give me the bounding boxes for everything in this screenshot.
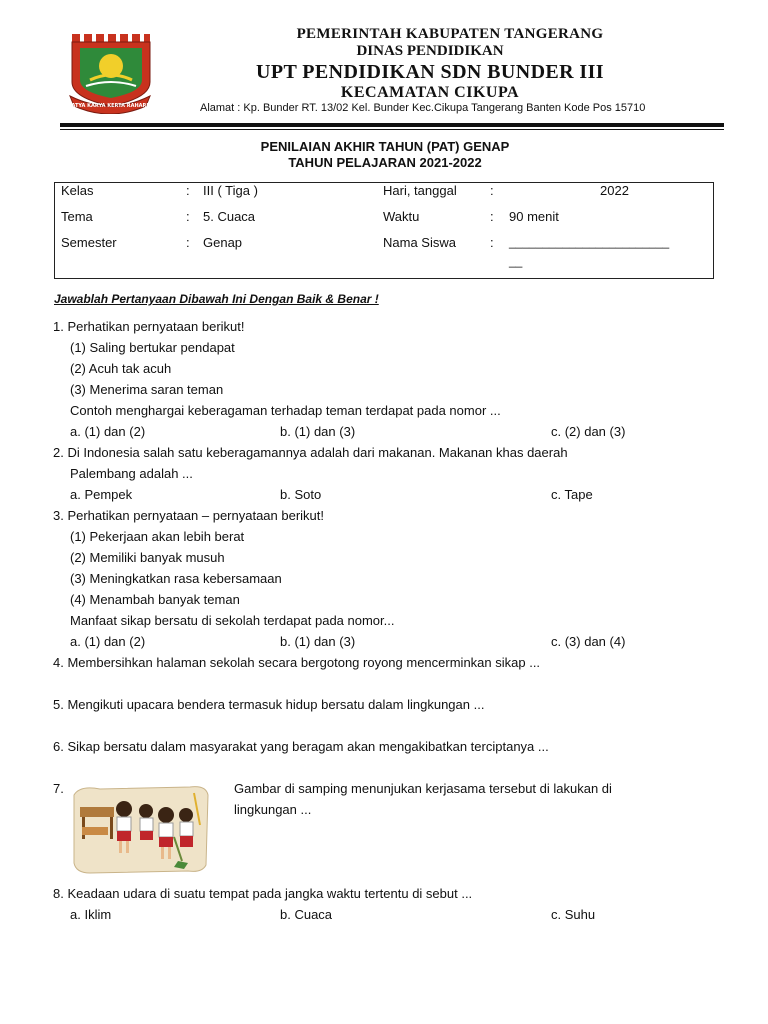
semester-value: Genap xyxy=(203,235,243,250)
q1-statement-1: (1) Saling bertukar pendapat xyxy=(70,340,235,355)
q3-statement-2: (2) Memiliki banyak musuh xyxy=(70,550,225,565)
hari-colon: : xyxy=(490,183,494,198)
q1-prompt: Contoh menghargai keberagaman terhadap teman terdapat pada nomor ... xyxy=(70,403,501,418)
tema-value: 5. Cuaca xyxy=(203,209,256,224)
q3-prompt: Manfaat sikap bersatu di sekolah terdapat pada nomor... xyxy=(70,613,395,628)
q1-text: 1. Perhatikan pernyataan berikut! xyxy=(53,319,245,334)
q7-number: 7. xyxy=(53,781,64,796)
q2-option-a: a. Pempek xyxy=(70,487,133,502)
nama-blank-cont: __ xyxy=(509,254,523,268)
classroom-cleaning-illustration xyxy=(70,781,212,877)
header-school-name: UPT PENDIDIKAN SDN BUNDER III xyxy=(256,61,604,83)
waktu-value: 90 menit xyxy=(509,209,559,224)
q8-option-c: c. Suhu xyxy=(551,907,596,922)
tema-colon: : xyxy=(186,209,190,224)
hari-label: Hari, tanggal xyxy=(383,183,457,198)
nama-label: Nama Siswa xyxy=(383,235,456,250)
hari-value: 2022 xyxy=(600,183,629,198)
nama-blank: ________________________ xyxy=(509,235,670,249)
nama-colon: : xyxy=(490,235,494,250)
q3-option-c: c. (3) dan (4) xyxy=(551,634,626,649)
header-government: PEMERINTAH KABUPATEN TANGERANG xyxy=(296,26,604,42)
waktu-label: Waktu xyxy=(383,209,420,224)
q3-statement-1: (1) Pekerjaan akan lebih berat xyxy=(70,529,245,544)
exam-title xyxy=(150,139,620,171)
q8-text: 8. Keadaan udara di suatu tempat pada jangka waktu tertentu di sebut ... xyxy=(53,886,473,901)
q3-text: 3. Perhatikan pernyataan – pernyataan berikut! xyxy=(53,508,325,523)
q8-option-b: b. Cuaca xyxy=(280,907,333,922)
school-address: Alamat : Kp. Bunder RT. 13/02 Kel. Bunder Kec.Cikupa Tangerang Banten Kode Pos 15710 xyxy=(200,102,646,114)
q3-statement-3: (3) Meningkatkan rasa kebersamaan xyxy=(70,571,282,586)
q7-text-cont: lingkungan ... xyxy=(234,802,312,817)
q3-statement-4: (4) Menambah banyak teman xyxy=(70,592,240,607)
q6-text: 6. Sikap bersatu dalam masyarakat yang beragam akan mengakibatkan terciptanya ... xyxy=(53,739,549,754)
q1-statement-3: (3) Menerima saran teman xyxy=(70,382,224,397)
kelas-colon: : xyxy=(186,183,190,198)
q1-option-b: b. (1) dan (3) xyxy=(280,424,356,439)
q3-option-a: a. (1) dan (2) xyxy=(70,634,146,649)
header-department: DINAS PENDIDIKAN xyxy=(356,43,504,59)
exam-title-line2: TAHUN PELAJARAN 2021-2022 xyxy=(288,155,482,170)
q1-option-a: a. (1) dan (2) xyxy=(70,424,146,439)
q1-statement-2: (2) Acuh tak acuh xyxy=(70,361,172,376)
q2-option-b: b. Soto xyxy=(280,487,322,502)
q3-option-b: b. (1) dan (3) xyxy=(280,634,356,649)
q1-option-c: c. (2) dan (3) xyxy=(551,424,626,439)
q5-text: 5. Mengikuti upacara bendera termasuk hidup bersatu dalam lingkungan ... xyxy=(53,697,485,712)
q2-option-c: c. Tape xyxy=(551,487,593,502)
q2-text: 2. Di Indonesia salah satu keberagamannya adalah dari makanan. Makanan khas daerah xyxy=(53,445,568,460)
semester-label: Semester xyxy=(61,235,117,250)
header-district: KECAMATAN CIKUPA xyxy=(340,84,520,101)
header-divider-thin xyxy=(60,129,724,130)
svg-text:SATYA KARYA KERTA RAHARJA: SATYA KARYA KERTA RAHARJA xyxy=(67,103,153,109)
q7-text: Gambar di samping menunjukan kerjasama tersebut di lakukan di xyxy=(234,781,612,796)
q4-text: 4. Membersihkan halaman sekolah secara bergotong royong mencerminkan sikap ... xyxy=(53,655,541,670)
header-divider xyxy=(60,123,724,127)
tema-label: Tema xyxy=(61,209,93,224)
q8-option-a: a. Iklim xyxy=(70,907,112,922)
instruction: Jawablah Pertanyaan Dibawah Ini Dengan Baik & Benar ! xyxy=(54,292,379,306)
waktu-colon: : xyxy=(490,209,494,224)
kabupaten-tangerang-logo xyxy=(66,30,154,114)
kelas-value: III ( Tiga ) xyxy=(203,183,258,198)
kelas-label: Kelas xyxy=(61,183,94,198)
q2-text-cont: Palembang adalah ... xyxy=(70,466,193,481)
exam-title-line1: PENILAIAN AKHIR TAHUN (PAT) GENAP xyxy=(260,139,510,154)
semester-colon: : xyxy=(186,235,190,250)
